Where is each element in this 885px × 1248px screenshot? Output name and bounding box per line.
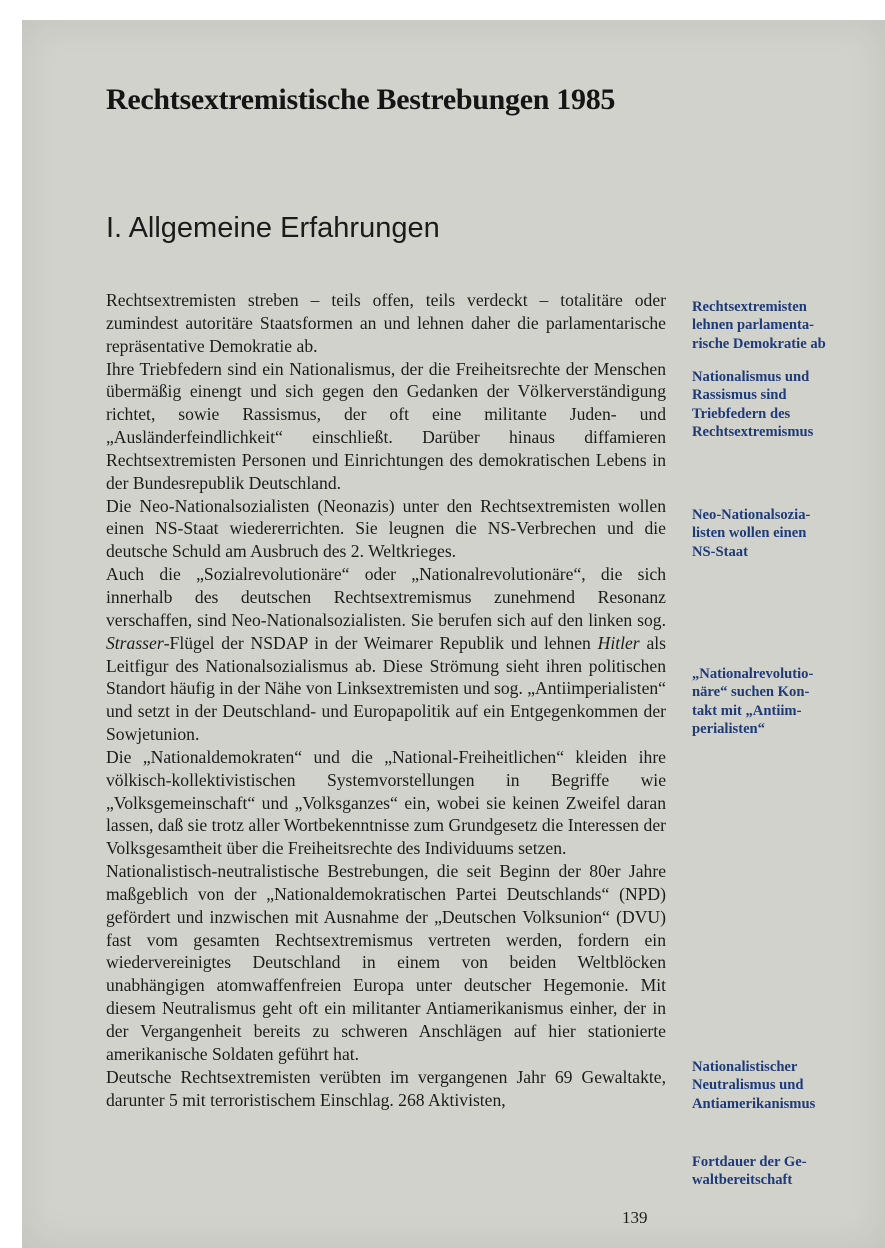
section-heading: I. Allgemeine Erfahrungen xyxy=(106,212,440,244)
paragraph-7: Deutsche Rechtsextremisten verübten im vergangenen Jahr 69 Gewaltakte, darunter 5 mit terroristischem Einschlag. 268 Aktivisten, xyxy=(106,1066,666,1110)
paragraph-4-text-b: -Flügel der NSDAP in der Weimarer Republik und lehnen xyxy=(163,632,598,653)
margin-note-nationalism-racism: Nationalismus und Rassismus sind Triebfedern des Rechtsextremismus xyxy=(692,369,814,441)
margin-note-neo-nazis: Neo-Nationalsozia- listen wollen einen NS-Staat xyxy=(692,507,811,560)
paragraph-5: Die „Nationaldemokraten“ und die „National-Freiheitlichen“ kleiden ihre völkisch-kollektivistischen Systemvorstellungen in Begriffe wie „Volksgemeinschaft“ und „Volksganzes“ ein, wobei sie keinen Zweifel daran lassen, daß sie trotz aller Wortbekenntnisse zum Grundgesetz die Interessen der Volksgesamtheit über die Freiheitsrechte des Individuums setzen. xyxy=(106,746,666,859)
page-number: 139 xyxy=(622,1208,648,1227)
body-text xyxy=(106,289,666,1111)
paragraph-4-text-c: als Leitfigur des Nationalsozialismus ab. Diese Strömung sieht ihren politischen Standort häufig in der Nähe von Linksextremisten und sog. „Antiimperialisten“ und setzt in der Deutschland- und Europapolitik auf ein Entgegenkommen der Sowjetunion. xyxy=(106,632,666,745)
paragraph-2: Ihre Triebfedern sind ein Nationalismus, der die Freiheitsrechte der Menschen übermäßig einengt und sich gegen den Gedanken der Völkerverständigung richtet, sowie Rassismus, der oft eine militante Juden- und „Ausländerfeindlichkeit“ einschließt. Darüber hinaus diffamieren Rechtsextremisten Personen und Einrichtungen des demokratischen Lebens in der Bundesrepublik Deutschland. xyxy=(106,358,666,493)
paragraph-4 xyxy=(106,563,666,746)
strasser-emphasis: Strasser xyxy=(106,632,164,653)
margin-note-violence: Fortdauer der Ge- waltbereitschaft xyxy=(692,1154,807,1189)
paragraph-4-text-a: Auch die „Sozialrevolutionäre“ oder „Nationalrevolutionäre“, die sich innerhalb des deutschen Rechtsextremismus zunehmend Resonanz verschaffen, sind Neo-Nationalsozialisten. Sie berufen sich auf den linken sog. xyxy=(106,564,666,630)
paragraph-1: Rechtsextremisten streben – teils offen, teils verdeckt – totalitäre oder zumindest autoritäre Staatsformen an und lehnen daher die parlamentarische repräsentative Demokratie ab. xyxy=(106,290,666,356)
paragraph-6: Nationalistisch-neutralistische Bestrebungen, die seit Beginn der 80er Jahre maßgeblich von der „Nationaldemokratischen Partei Deutschlands“ (NPD) gefördert und inzwischen mit Ausnahme der „Deutschen Volksunion“ (DVU) fast vom gesamten Rechtsextremismus vertreten werden, fordern ein wiedervereinigtes Deutschland in einem von beiden Weltblöcken unabhängigen atomwaffenfreien Europa unter deutscher Hegemonie. Mit diesem Neutralismus geht oft ein militanter Antiamerikanismus einher, der in der Vergangenheit bereits zu schweren Anschlägen auf hier stationierte amerikanische Soldaten geführt hat. xyxy=(106,861,666,1064)
document-title: Rechtsextremistische Bestrebungen 1985 xyxy=(106,83,616,116)
margin-note-parliamentary-democracy: Rechtsextremisten lehnen parlamenta- rische Demokratie ab xyxy=(692,299,826,352)
hitler-emphasis: Hitler xyxy=(597,632,640,653)
margin-note-neutralism: Nationalistischer Neutralismus und Antiamerikanismus xyxy=(692,1059,816,1112)
margin-note-national-revolutionaries: „Nationalrevolutio- näre“ suchen Kon- takt mit „Antiim- perialisten“ xyxy=(692,666,814,738)
paragraph-3: Die Neo-Nationalsozialisten (Neonazis) unter den Rechtsextremisten wollen einen NS-Staat wiedererrichten. Sie leugnen die NS-Verbrechen und die deutsche Schuld am Ausbruch des 2. Weltkrieges. xyxy=(106,495,666,562)
